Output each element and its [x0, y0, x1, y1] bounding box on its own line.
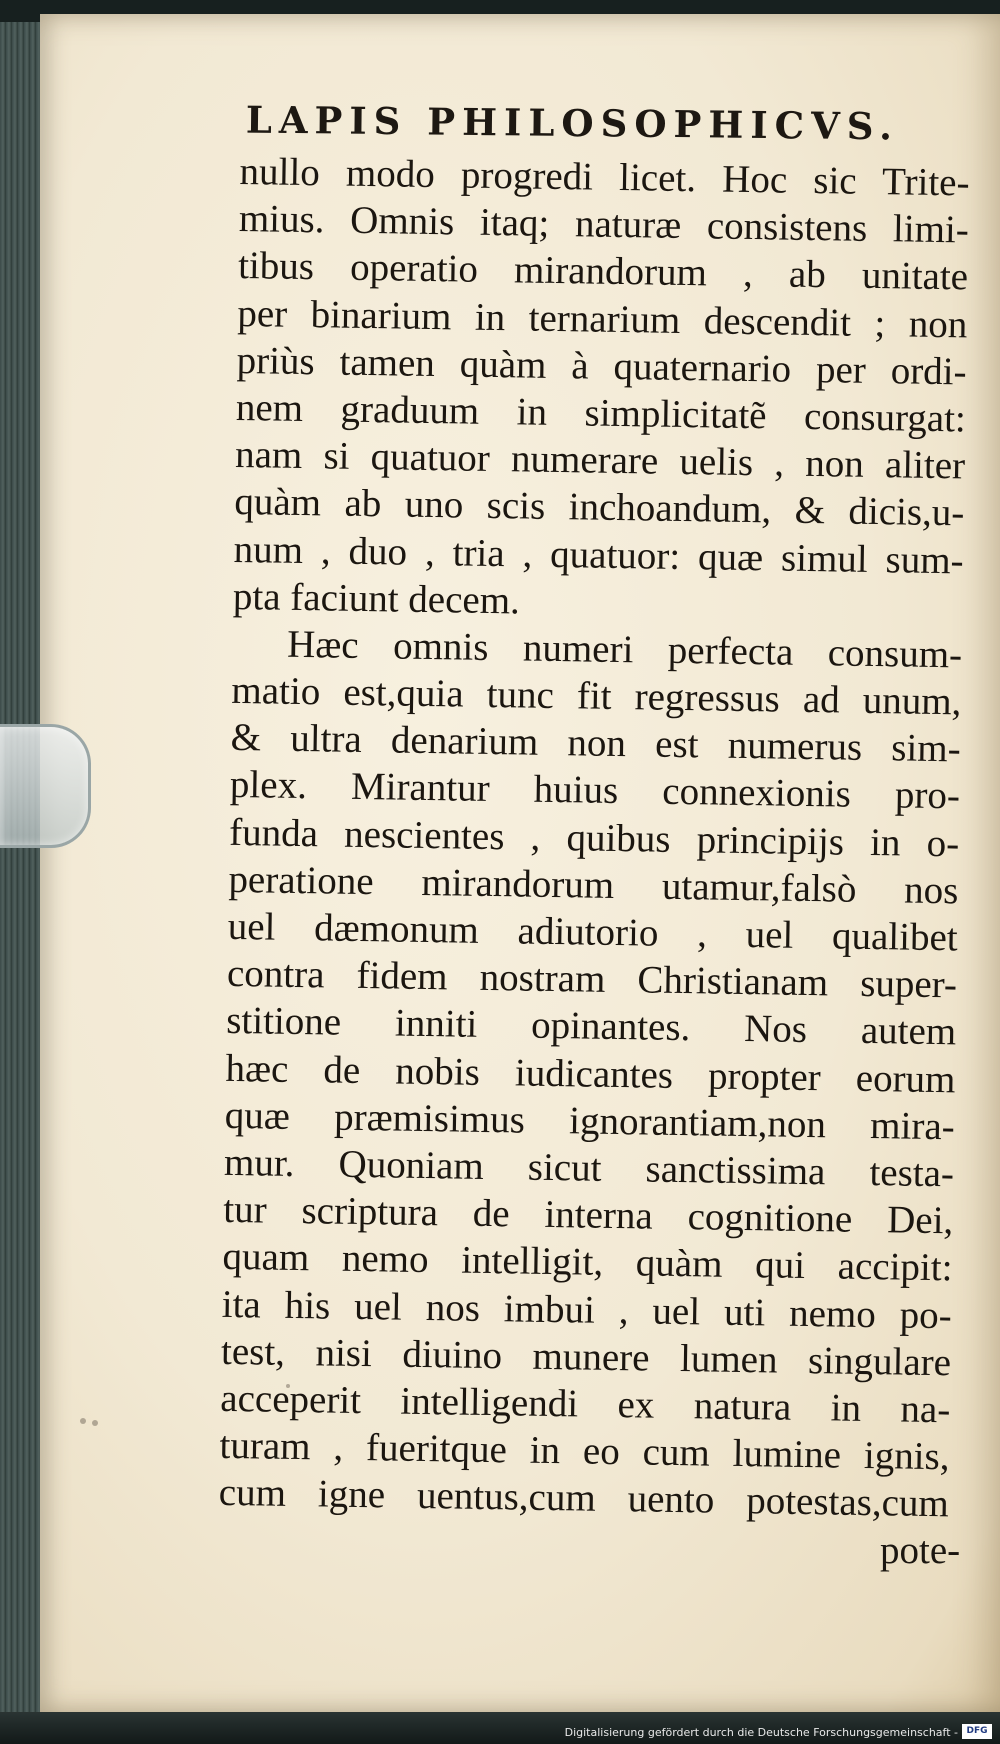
running-head: LAPIS PHILOSOPHICVS.: [245, 97, 900, 149]
text-line: peratione mirandorum utamur,falsò nos: [228, 857, 959, 913]
text-line: nem graduum in simplicitatẽ consurgat:: [235, 385, 967, 441]
text-line: plex. Mirantur huius connexionis pro-: [229, 763, 961, 818]
text-line: pta faciunt decem.: [232, 574, 521, 623]
digitization-credit: Digitalisierung gefördert durch die Deutsche Forschungsgemeinschaft -: [564, 1726, 958, 1739]
text-line: mur. Quoniam sicut sanctissima testa-: [223, 1140, 955, 1196]
text-line: Hæc omnis numeri perfecta consum-: [286, 622, 963, 677]
ink-speck: [92, 1420, 98, 1426]
text-line: quam nemo intelligit, quàm qui accipit:: [222, 1235, 953, 1290]
text-line: matio est,quia tunc fit regressus ad unum,: [231, 668, 962, 724]
page-clamp: [0, 724, 91, 848]
text-line: mius. Omnis itaq; naturæ consistens limi-: [238, 197, 970, 252]
text-line: tur scriptura de interna cognitione Dei,: [222, 1187, 954, 1243]
ink-speck: [80, 1418, 86, 1424]
text-line: turam , fueritque in eo cum lumine ignis,: [219, 1423, 950, 1479]
text-line: funda nescientes , quibus principijs in o-: [228, 810, 960, 866]
page-body-text: [219, 148, 980, 1528]
text-line: per binarium in ternarium descendit ; non: [237, 291, 968, 347]
dfg-logo-badge: DFG: [962, 1724, 992, 1739]
text-line: cum igne uentus,cum uento potestas,cum: [218, 1471, 950, 1526]
text-line: contra fidem nostram Christianam super-: [226, 952, 958, 1007]
text-line: acceperit intelligendi ex natura in na-: [220, 1376, 951, 1432]
text-line: test, nisi diuino munere lumen singulare: [220, 1329, 952, 1385]
text-line: stitione inniti opinantes. Nos autem: [225, 999, 957, 1054]
text-line: nam si quatuor numerare uelis , non aliter: [234, 433, 966, 488]
text-line: uel dæmonum adiutorio , uel qualibet: [227, 904, 959, 960]
catchword: pote-: [880, 1529, 961, 1572]
text-line: quæ præmisimus ignorantiam,non mira-: [224, 1093, 956, 1149]
text-line: hæc de nobis iudicantes propter eorum: [225, 1046, 956, 1101]
text-line: nullo modo progredi licet. Hoc sic Trite-: [239, 149, 970, 205]
text-line: tibus operatio mirandorum , ab unitate: [237, 244, 969, 299]
text-line: & ultra denarium non est numerus sim-: [230, 716, 961, 771]
text-line: quàm ab uno scis inchoandum, & dicis,u-: [234, 480, 965, 535]
text-line: num , duo , tria , quatuor: quæ simul sum-: [233, 527, 964, 582]
text-line: ita his uel nos imbui , uel uti nemo po-: [221, 1282, 953, 1337]
text-line: priùs tamen quàm à quaternario per ordi-: [236, 338, 967, 394]
